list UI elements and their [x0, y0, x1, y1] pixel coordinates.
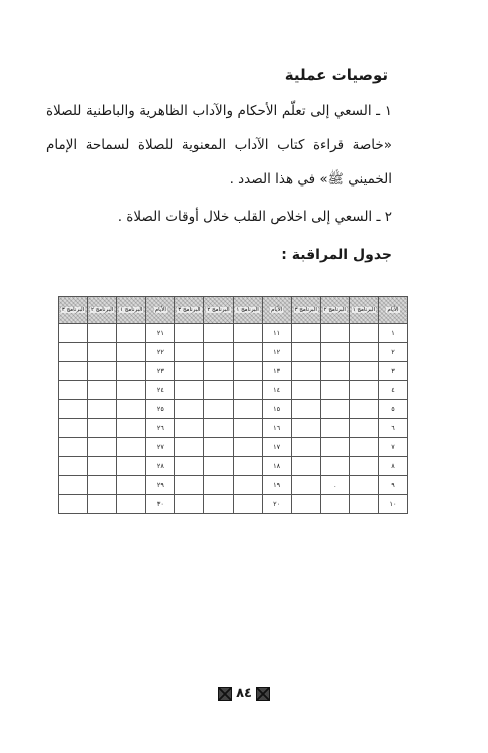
- table-header-cell: [233, 297, 262, 324]
- checkbox-cell[interactable]: [349, 495, 378, 514]
- checkbox-cell[interactable]: [349, 362, 378, 381]
- table-row: [59, 476, 408, 495]
- checkbox-cell[interactable]: [175, 476, 204, 495]
- table-row: [59, 324, 408, 343]
- table-header-label: البرنامج ١: [352, 306, 376, 313]
- table-row: [59, 400, 408, 419]
- checkbox-cell[interactable]: [320, 343, 349, 362]
- day-number-cell: ٢٣: [146, 362, 175, 381]
- table-row: [59, 438, 408, 457]
- day-number-cell: ١٨: [262, 457, 291, 476]
- checkbox-cell[interactable]: [291, 438, 320, 457]
- checkbox-cell[interactable]: [59, 324, 88, 343]
- table-header-cell: [175, 297, 204, 324]
- ornament-icon: [218, 687, 232, 701]
- checkbox-cell[interactable]: [204, 476, 233, 495]
- table-header-label: البرنامج ٢: [323, 306, 346, 313]
- checkbox-cell[interactable]: [320, 419, 349, 438]
- checkbox-cell[interactable]: [233, 400, 262, 419]
- checkbox-cell[interactable]: [59, 476, 88, 495]
- checkbox-cell[interactable]: [175, 419, 204, 438]
- checkbox-cell[interactable]: [117, 400, 146, 419]
- checkbox-cell[interactable]: [204, 324, 233, 343]
- day-number-cell: ٢٠: [262, 495, 291, 514]
- table-header-cell: [262, 297, 291, 324]
- checkbox-cell[interactable]: [59, 419, 88, 438]
- day-number-cell: ٥: [378, 400, 407, 419]
- checkbox-cell[interactable]: [59, 362, 88, 381]
- table-header-label: الأيام: [271, 306, 283, 313]
- checkbox-cell[interactable]: [204, 457, 233, 476]
- checkbox-cell[interactable]: [88, 419, 117, 438]
- checkbox-cell[interactable]: [88, 495, 117, 514]
- checkbox-cell[interactable]: [291, 457, 320, 476]
- day-number-cell: ٢٥: [146, 400, 175, 419]
- table-header-label: البرنامج ٢: [207, 306, 230, 313]
- recommendation-2: ٢ ـ السعي إلى اخلاص القلب خلال أوقات الصلاة .: [117, 209, 392, 225]
- checkbox-cell[interactable]: [320, 438, 349, 457]
- checkbox-cell[interactable]: [233, 476, 262, 495]
- checkbox-cell[interactable]: [204, 362, 233, 381]
- day-number-cell: ٣: [378, 362, 407, 381]
- day-number-cell: ١: [378, 324, 407, 343]
- checkbox-cell[interactable]: [175, 457, 204, 476]
- page-footer: [0, 686, 488, 701]
- ornament-icon: [256, 687, 270, 701]
- checkbox-cell[interactable]: [175, 324, 204, 343]
- checkbox-cell[interactable]: [204, 381, 233, 400]
- table-row: [59, 495, 408, 514]
- checkbox-cell[interactable]: [117, 362, 146, 381]
- day-number-cell: ٧: [378, 438, 407, 457]
- table-body: [59, 324, 408, 514]
- checkbox-cell[interactable]: [117, 324, 146, 343]
- checkbox-cell[interactable]: [291, 495, 320, 514]
- table-header-label: البرنامج ٣: [294, 306, 317, 313]
- day-number-cell: ١٩: [262, 476, 291, 495]
- day-number-cell: ١٧: [262, 438, 291, 457]
- checkbox-cell[interactable]: [233, 419, 262, 438]
- checkbox-cell[interactable]: [88, 324, 117, 343]
- checkbox-cell[interactable]: [117, 495, 146, 514]
- checkbox-cell[interactable]: [88, 438, 117, 457]
- checkbox-cell[interactable]: [349, 343, 378, 362]
- checkbox-cell[interactable]: [117, 457, 146, 476]
- checkbox-cell[interactable]: [88, 343, 117, 362]
- recommendation-1: ١ ـ السعي إلى تعلّم الأحكام والآداب الظاهرية والباطنية للصلاة «خاصة قراءة كتاب الآداب المعنوية للصلاة لسماحة الإمام الخميني ﷺ» في هذا الصدد .: [46, 103, 392, 187]
- table-header-cell: [88, 297, 117, 324]
- checkbox-cell[interactable]: [320, 495, 349, 514]
- day-number-cell: ١٤: [262, 381, 291, 400]
- checkbox-cell[interactable]: [320, 362, 349, 381]
- checkbox-cell[interactable]: [175, 495, 204, 514]
- checkbox-cell[interactable]: [204, 400, 233, 419]
- checkbox-cell[interactable]: [59, 381, 88, 400]
- checkbox-cell[interactable]: [117, 438, 146, 457]
- checkbox-cell[interactable]: [204, 343, 233, 362]
- section-heading: توصيات عملية: [284, 66, 388, 84]
- checkbox-cell[interactable]: [349, 438, 378, 457]
- checkbox-cell[interactable]: [349, 381, 378, 400]
- checkbox-cell[interactable]: [320, 400, 349, 419]
- checkbox-cell[interactable]: [88, 457, 117, 476]
- checkbox-cell[interactable]: [204, 438, 233, 457]
- day-number-cell: ٢: [378, 343, 407, 362]
- table-header-cell: [117, 297, 146, 324]
- table-row: [59, 457, 408, 476]
- checkbox-cell[interactable]: [175, 381, 204, 400]
- table-row: [59, 419, 408, 438]
- checkbox-cell[interactable]: [320, 324, 349, 343]
- checkbox-cell[interactable]: [349, 324, 378, 343]
- day-number-cell: ٢٢: [146, 343, 175, 362]
- day-number-cell: ٢٩: [146, 476, 175, 495]
- table-header-cell: [204, 297, 233, 324]
- day-number-cell: ١٠: [378, 495, 407, 514]
- day-number-cell: ١٢: [262, 343, 291, 362]
- checkbox-cell[interactable]: [233, 495, 262, 514]
- checkbox-cell[interactable]: [291, 362, 320, 381]
- day-number-cell: ٢١: [146, 324, 175, 343]
- checkbox-cell[interactable]: [233, 381, 262, 400]
- checkbox-cell[interactable]: [233, 324, 262, 343]
- day-number-cell: ٢٦: [146, 419, 175, 438]
- day-number-cell: ٤: [378, 381, 407, 400]
- checkbox-cell[interactable]: [233, 343, 262, 362]
- table-header-cell: [320, 297, 349, 324]
- checkbox-cell[interactable]: [204, 495, 233, 514]
- checkbox-cell[interactable]: [349, 457, 378, 476]
- checkbox-cell[interactable]: [117, 419, 146, 438]
- table-header-row: [59, 297, 408, 324]
- table-header-cell: [146, 297, 175, 324]
- checkbox-cell[interactable]: [349, 400, 378, 419]
- table-header-label: الأيام: [154, 306, 166, 313]
- monitoring-grid: [58, 296, 408, 514]
- table-header-label: البرنامج ٢: [91, 306, 114, 313]
- checkbox-cell[interactable]: [175, 438, 204, 457]
- checkbox-cell[interactable]: [175, 362, 204, 381]
- checkbox-cell[interactable]: [291, 400, 320, 419]
- checkbox-cell[interactable]: [320, 457, 349, 476]
- table-row: [59, 381, 408, 400]
- table-header-label: البرنامج ١: [120, 306, 143, 313]
- checkbox-cell[interactable]: [320, 381, 349, 400]
- table-row: [59, 362, 408, 381]
- checkbox-cell[interactable]: [59, 457, 88, 476]
- day-number-cell: ١٦: [262, 419, 291, 438]
- checkbox-cell[interactable]: [59, 400, 88, 419]
- table-header-label: البرنامج ٣: [178, 306, 201, 313]
- monitoring-table: [58, 296, 408, 508]
- checkbox-cell[interactable]: [59, 495, 88, 514]
- checkbox-cell[interactable]: [88, 476, 117, 495]
- day-number-cell: ٩: [378, 476, 407, 495]
- table-header-label: البرنامج ١: [236, 306, 259, 313]
- checkbox-cell[interactable]: [233, 438, 262, 457]
- checkbox-cell[interactable]: [291, 324, 320, 343]
- table-header-label: الأيام: [387, 306, 399, 313]
- checkbox-cell[interactable]: [59, 343, 88, 362]
- day-number-cell: ٢٨: [146, 457, 175, 476]
- checkbox-cell[interactable]: [349, 419, 378, 438]
- table-header-cell: [291, 297, 320, 324]
- checkbox-cell[interactable]: [117, 343, 146, 362]
- checkbox-cell[interactable]: [59, 438, 88, 457]
- table-title: جدول المراقبة :: [281, 247, 392, 263]
- checkbox-cell[interactable]: .: [320, 476, 349, 495]
- checkbox-cell[interactable]: [88, 362, 117, 381]
- table-header-label: البرنامج ٣: [61, 306, 85, 313]
- day-number-cell: ١٥: [262, 400, 291, 419]
- checkbox-cell[interactable]: [291, 419, 320, 438]
- checkbox-cell[interactable]: [175, 343, 204, 362]
- table-row: [59, 343, 408, 362]
- checkbox-cell[interactable]: [88, 381, 117, 400]
- checkbox-cell[interactable]: [291, 343, 320, 362]
- checkbox-cell[interactable]: [175, 400, 204, 419]
- checkbox-cell[interactable]: [233, 362, 262, 381]
- day-number-cell: ٦: [378, 419, 407, 438]
- day-number-cell: ٢٤: [146, 381, 175, 400]
- checkbox-cell[interactable]: [117, 381, 146, 400]
- day-number-cell: ٣٠: [146, 495, 175, 514]
- checkbox-cell[interactable]: [204, 419, 233, 438]
- table-header-cell: [349, 297, 378, 324]
- day-number-cell: ١١: [262, 324, 291, 343]
- checkbox-cell[interactable]: [88, 400, 117, 419]
- table-header-cell: [378, 297, 407, 324]
- checkbox-cell[interactable]: [349, 476, 378, 495]
- checkbox-cell[interactable]: [233, 457, 262, 476]
- day-number-cell: ١٣: [262, 362, 291, 381]
- table-header-cell: [59, 297, 88, 324]
- page-number: ٨٤: [236, 686, 252, 701]
- checkbox-cell[interactable]: [117, 476, 146, 495]
- checkbox-cell[interactable]: [291, 476, 320, 495]
- day-number-cell: ٨: [378, 457, 407, 476]
- day-number-cell: ٢٧: [146, 438, 175, 457]
- checkbox-cell[interactable]: [291, 381, 320, 400]
